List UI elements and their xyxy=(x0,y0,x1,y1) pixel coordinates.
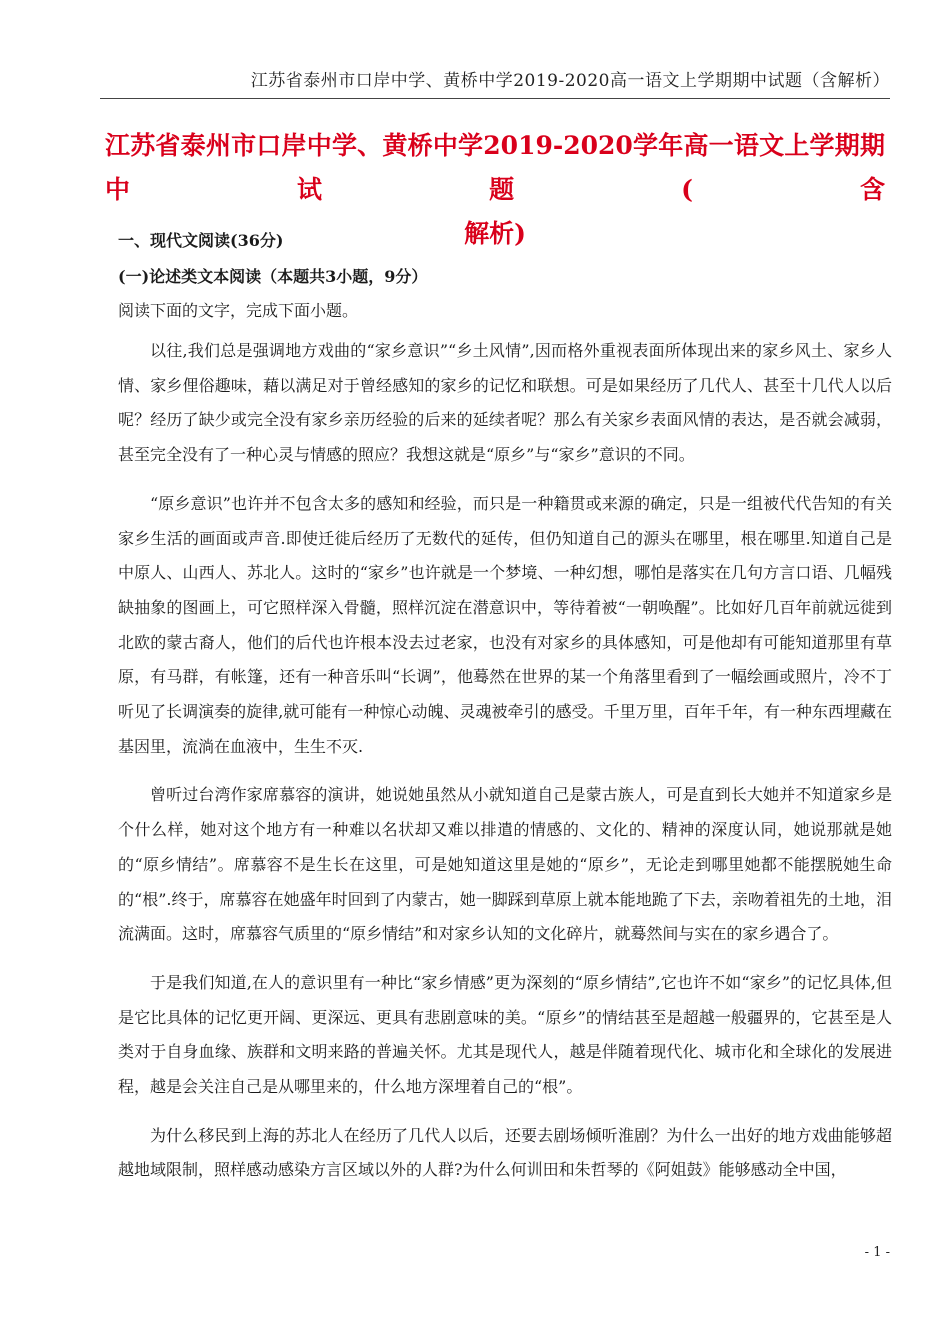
section-heading: 一、现代文阅读(36分) xyxy=(118,231,284,250)
subsection-heading: (一)论述类文本阅读（本题共3小题，9分） xyxy=(118,267,428,286)
header-divider xyxy=(100,98,890,99)
passage-paragraph: 以往,我们总是强调地方戏曲的“家乡意识”“乡土风情”,因而格外重视表面所体现出来的家乡风土、家乡人情、家乡俚俗趣味，藉以满足对于曾经感知的家乡的记忆和联想。可是如果经历了几代人、甚至十几代人以后呢？经历了缺少或完全没有家乡亲历经验的后来的延续者呢？那么有关家乡表面风情的表达，是否就会减弱，甚至完全没有了一种心灵与情感的照应？我想这就是“原乡”与“家乡”意识的不同。 xyxy=(118,341,892,465)
passage-paragraph: 曾听过台湾作家席慕容的演讲，她说她虽然从小就知道自己是蒙古族人，可是直到长大她并不知道家乡是个什么样，她对这个地方有一种难以名状却又难以排遣的情感的、文化的、精神的深度认同，她说那就是她的“原乡情结”。席慕容不是生长在这里，可是她知道这里是她的“原乡”，无论走到哪里她都不能摆脱她生命的“根”.终于，席慕容在她盛年时回到了内蒙古，她一脚踩到草原上就本能地跪了下去，亲吻着祖先的土地，泪流满面。这时，席慕容气质里的“原乡情结”和对家乡认知的文化碎片，就蓦然间与实在的家乡遇合了。 xyxy=(118,785,892,944)
page-number: - 1 - xyxy=(864,1245,890,1260)
title-line-2: 解析) xyxy=(464,219,526,248)
reading-instruction: 阅读下面的文字，完成下面小题。 xyxy=(118,301,359,320)
running-header: 江苏省泰州市口岸中学、黄桥中学2019-2020高一语文上学期期中试题（含解析） xyxy=(250,71,890,91)
passage-paragraph: “原乡意识”也许并不包含太多的感知和经验，而只是一种籍贯或来源的确定，只是一组被代代告知的有关家乡生活的画面或声音.即使迁徙后经历了无数代的延传，但仍知道自己的源头在哪里，根在哪里.知道自己是中原人、山西人、苏北人。这时的“家乡”也许就是一个梦境、一种幻想，哪怕是落实在几句方言口语、几幅残缺抽象的图画上，可它照样深入骨髓，照样沉淀在潜意识中，等待着被“一朝唤醒”。比如好几百年前就远徙到北欧的蒙古裔人，他们的后代也许根本没去过老家，也没有对家乡的具体感知，可是他却有可能知道那里有草原，有马群，有帐篷，还有一种音乐叫“长调”，他蓦然在世界的某一个角落里看到了一幅绘画或照片，冷不丁听见了长调演奏的旋律,就可能有一种惊心动魄、灵魂被牵引的感受。千里万里，百年千年，有一种东西埋藏在基因里，流淌在血液中，生生不灭. xyxy=(118,493,892,756)
passage-paragraph: 于是我们知道,在人的意识里有一种比“家乡情感”更为深刻的“原乡情结”,它也许不如“家乡”的记忆具体,但是它比具体的记忆更开阔、更深远、更具有悲剧意味的美。“原乡”的情结甚至是超越一般疆界的，它甚至是人类对于自身血缘、族群和文明来路的普遍关怀。尤其是现代人，越是伴随着现代化、城市化和全球化的发展进程，越是会关注自己是从哪里来的，什么地方深埋着自己的“根”。 xyxy=(118,972,892,1097)
passage-paragraph: 为什么移民到上海的苏北人在经历了几代人以后，还要去剧场倾听淮剧？为什么一出好的地方戏曲能够超越地域限制，照样感动感染方言区域以外的人群?为什么何训田和朱哲琴的《阿姐鼓》能够感动全中国， xyxy=(118,1125,892,1180)
passage-body xyxy=(118,334,892,1188)
title-line-1: 江苏省泰州市口岸中学、黄桥中学2019-2020学年高一语文上学期期中试题(含 xyxy=(105,131,885,204)
